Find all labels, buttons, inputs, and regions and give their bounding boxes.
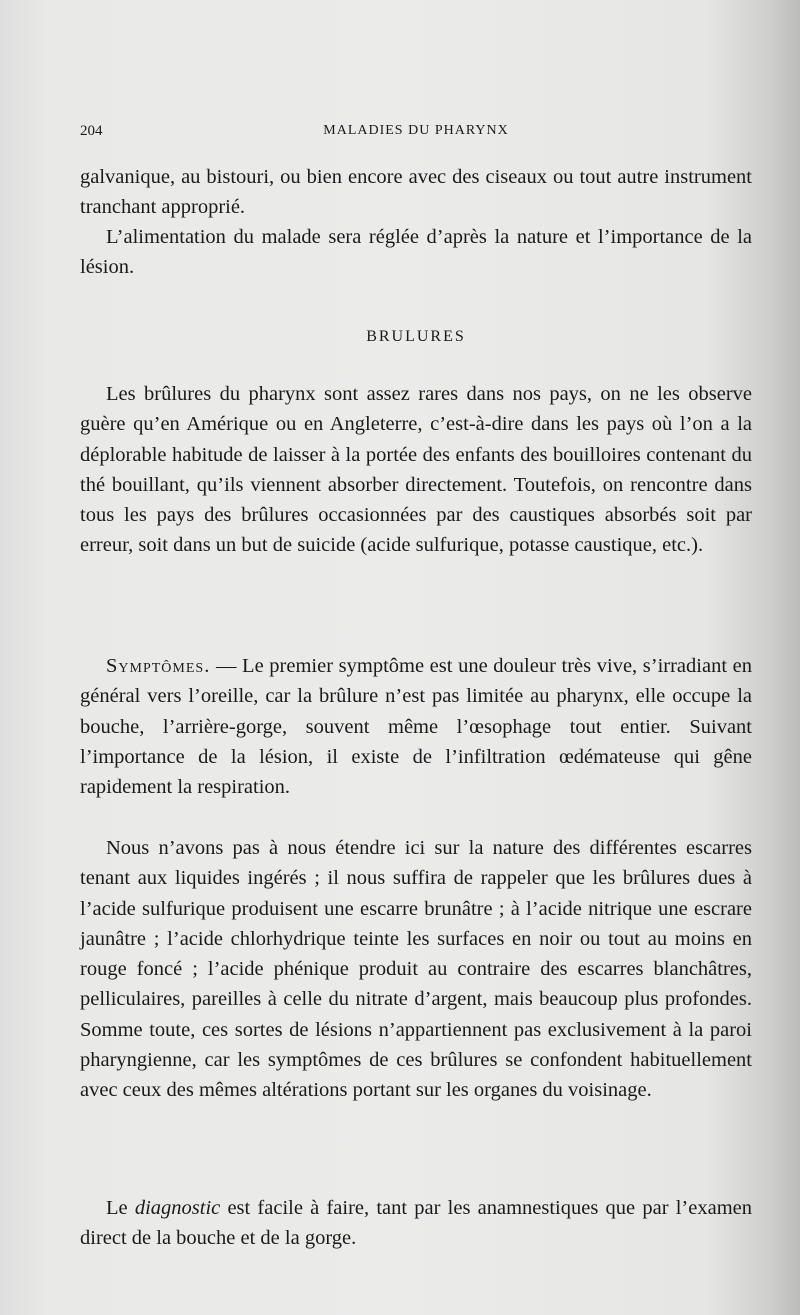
paragraph-alimentation: L’alimentation du malade sera réglée d’après la nature et l’importance de la lésion. [80,226,752,279]
diagnostic-word: diagnostic [134,1197,221,1219]
section-title-brulures: BRULURES [366,328,466,345]
diagnostic-text: est facile à faire, tant par les anamnestiques que par l’examen direct de la bouche et de la gorge. [80,1197,752,1250]
diagnostic-prefix: Le [106,1197,135,1219]
paragraph-symptomes [80,651,752,802]
page-header [80,123,752,147]
paragraph-brulures-intro: Les brûlures du pharynx sont assez rares dans nos pays, on ne les observe guère qu’en Amérique ou en Angleterre, c’est-à-dire dans les pays où l’on a la déplorable habitude de laisser à la portée des enfants des bouilloires contenant du thé bouillant, qu’ils viennent absorber directement. Toutefois, on rencontre dans tous les pays des brûlures occasionnées par des caustiques absorbés soit par erreur, soit dans un but de suicide (acide sulfurique, potasse caustique, etc.). [80,383,752,557]
page-number: 204 [80,123,103,139]
paragraph-escarres: Nous n’avons pas à nous étendre ici sur la nature des différentes escarres tenant aux liquides ingérés ; il nous suffira de rappeler que les brûlures dues à l’acide sulfurique produisent une escarre brunâtre ; à l’acide nitrique une escrare jaunâtre ; l’acide chlorhydrique teinte les surfaces en noir ou tout au moins en rouge foncé ; l’acide phénique produit au contraire des escarres blanchâtres, pelliculaires, pareilles à celle du nitrate d’argent, mais beaucoup plus profondes. Somme toute, ces sortes de lésions n’appartiennent pas exclusivement à la paroi pharyngienne, car les symptômes de ces brûlures se confondent habituellement avec ceux des mêmes altérations portant sur les organes du voisinage. [80,837,752,1102]
symptomes-label: Symptômes. [106,655,211,677]
running-title: MALADIES DU PHARYNX [323,123,509,138]
paragraph-diagnostic [80,1193,752,1254]
paragraph-continuation: galvanique, au bistouri, ou bien encore avec des ciseaux ou tout autre instrument tranchant approprié. [80,166,752,219]
symptomes-text: — Le premier symptôme est une douleur très vive, s’irradiant en général vers l’oreille, car la brûlure n’est pas limitée au pharynx, elle occupe la bouche, l’arrière-gorge, souvent même l’œsophage tout entier. Suivant l’importance de la lésion, il existe de l’infiltration œdémateuse qui gêne rapidement la respiration. [80,655,752,799]
